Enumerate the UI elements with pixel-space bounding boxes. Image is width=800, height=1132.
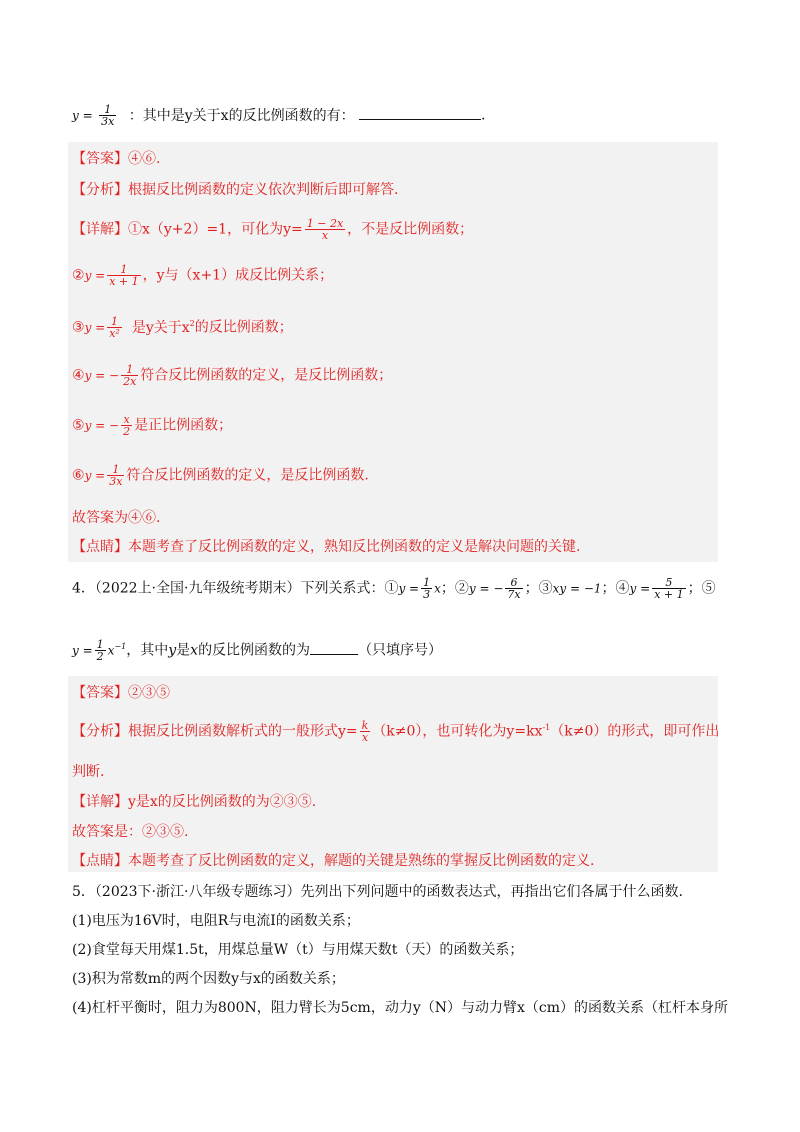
q4-analysis-line: 【分析】根据反比例函数解析式的一般形式y= $\frac{k}{x}$ （k≠0），也可转化为$y=kx^{-1}(k\ne 0)$的形式，即可作出	[72, 719, 720, 745]
question-source: （2022上·全国·九年级统考期末）下列关系式：	[94, 580, 385, 597]
question-text: ：其中是y关于x的反比例函数的有：	[128, 107, 355, 124]
analysis-label: 【分析】	[72, 723, 128, 740]
detail-label: 【详解】	[72, 794, 128, 810]
question-number: 5．	[72, 884, 95, 900]
formula-prefix: y =	[72, 108, 93, 123]
q3-comment-line	[72, 537, 580, 557]
q3-item-5: ⑤y = − $\frac{x}{2}$ 是正比例函数；	[72, 413, 233, 438]
analysis-text: 根据反比例函数的定义依次判断后即可解答.	[128, 182, 399, 198]
q4-answer-line	[72, 683, 170, 703]
q4-conclusion: 故答案是：②③⑤.	[72, 824, 189, 840]
comment-text: 本题考查了反比例函数的定义，熟知反比例函数的定义是解决问题的关键.	[128, 539, 581, 555]
answer-blank[interactable]	[310, 642, 358, 655]
comment-label: 【点睛】	[72, 539, 128, 555]
q5-item-1: (1)电压为16V时，电阻R与电流I的函数关系；	[72, 913, 360, 929]
detail-label: 【详解】	[72, 221, 128, 238]
q3-item-2: ②y = $\frac{1}{x + 1}$ ，y与（x+1）成反比例关系；	[72, 263, 334, 288]
q3-item-4: ④y = − $\frac{1}{2x}$ 符合反比例函数的定义，是反比例函数；	[72, 363, 393, 388]
q3-item-3: ③y = $\frac{1}{\text{x²}}$ 是y关于$x^2$的反比例函数；	[72, 315, 293, 341]
q3-item-6: ⑥y = $\frac{1}{3x}$ 符合反比例函数的定义，是反比例函数.	[72, 463, 369, 488]
q4-detail-line: 【详解】y是x的反比例函数的为②③⑤.	[72, 794, 317, 810]
q5-item-3: (3)积为常数m的两个因数y与x的函数关系；	[72, 971, 345, 987]
question-number: 4．	[72, 580, 95, 597]
q5-item-2: (2)食堂每天用煤1.5t，用煤总量W（t）与用煤天数t（天）的函数关系；	[72, 942, 524, 958]
q5-item-4: (4)杠杆平衡时，阻力为800N，阻力臂长为5cm，动力y（N）与动力臂x（cm）的函数关系（杠杆本身所	[72, 1000, 728, 1016]
q5-intro: 5．（2023下·浙江·八年级专题练习）先列出下列问题中的函数表达式，再指出它们各属于什么函数.	[72, 884, 683, 900]
answer-text: ④⑥.	[128, 151, 161, 167]
q3-conclusion: 故答案为④⑥.	[72, 510, 161, 526]
q4-answer-block	[68, 676, 718, 872]
analysis-label: 【分析】	[72, 182, 128, 198]
detail-fraction: $\frac{1 - 2x}{x}$	[306, 217, 344, 242]
q4-analysis-line-2: 判断.	[72, 764, 105, 780]
comment-label: 【点睛】	[72, 853, 128, 869]
q3-detail-line: 【详解】①x（y+2）=1，可化为y= $\frac{1 - 2x}{x}$ ，不是反比例函数；	[72, 217, 474, 242]
answer-label: 【答案】	[72, 685, 128, 701]
comment-text: 本题考查了反比例函数的定义，解题的关键是熟练的掌握反比例函数的定义.	[128, 853, 595, 869]
q4-comment-line	[72, 851, 594, 871]
q4-line-1: 4．（2022上·全国·九年级统考期末）下列关系式：①y = $\frac{1}{3}$ x；②y = − $\frac{6}{7x}$ ；③xy = −1；④y = $\frac{5}{x + 1}$ ；⑤	[72, 576, 716, 601]
answer-text: ②③⑤	[128, 685, 170, 701]
q4-line-2: y = $\frac{1}{2}$ $x^{-1}$，其中y是x的反比例函数的为 （只填序号）	[72, 638, 443, 664]
answer-blank[interactable]	[359, 107, 481, 120]
q3-answer-line	[72, 149, 160, 169]
formula-fraction: $\frac{1}{3x}$	[101, 103, 115, 128]
q3-analysis-line	[72, 180, 398, 200]
answer-label: 【答案】	[72, 151, 128, 167]
q3-option-6-line: y = $\frac{1}{3x}$ ：其中是y关于x的反比例函数的有： .	[72, 103, 486, 128]
q3-answer-block	[68, 142, 718, 562]
